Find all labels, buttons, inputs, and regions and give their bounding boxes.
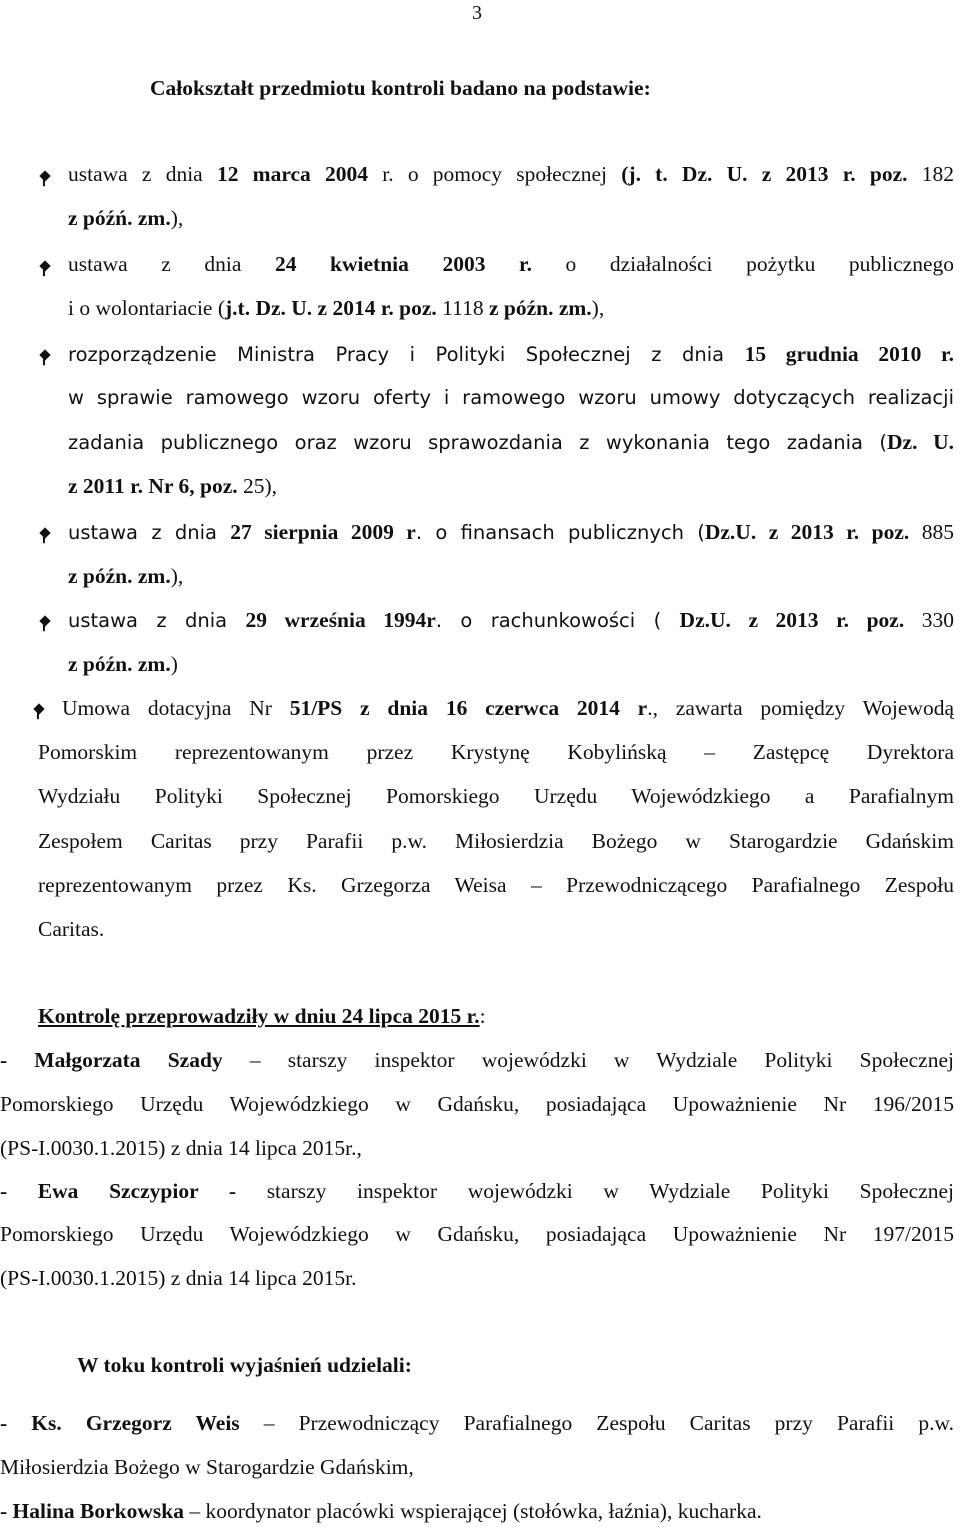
bullet-icon: [39, 527, 50, 538]
explanations-heading: W toku kontroli wyjaśnień udzielali:: [77, 1353, 412, 1377]
inspector-line: (PS-I.0030.1.2015) z dnia 14 lipca 2015r.,: [0, 1136, 362, 1160]
inspector-line: - Ewa Szczypior - starszy inspektor wojewódzki w Wydziale Polityki Społecznej: [0, 1179, 954, 1203]
paragraph-line: Caritas.: [38, 917, 105, 941]
explainer-line: Miłosierdzia Bożego w Starogardzie Gdańskim,: [0, 1455, 414, 1479]
inspector-line: (PS-I.0030.1.2015) z dnia 14 lipca 2015r.: [0, 1266, 357, 1290]
bullet-line: w sprawie ramowego wzoru oferty i ramowego wzoru umowy dotyczących realizacji: [68, 386, 954, 409]
bullet-icon: [33, 703, 44, 714]
bullet-line: ustawa z dnia 27 sierpnia 2009 r. o finansach publicznych (Dz.U. z 2013 r. poz. 885: [68, 520, 955, 544]
bullet-icon: [39, 349, 50, 360]
bullet-line: rozporządzenie Ministra Pracy i Polityki Społecznej z dnia 15 grudnia 2010 r.: [68, 342, 954, 366]
bullet-icon: [39, 260, 50, 271]
page-number: 3: [472, 2, 482, 24]
explainer-line: - Halina Borkowska – koordynator placówki wspierającej (stołówka, łaźnia), kucharka.: [0, 1499, 762, 1523]
bullet-line: z późń. zm.),: [68, 206, 184, 230]
bullet-line: ustawa z dnia 12 marca 2004 r. o pomocy społecznej (j. t. Dz. U. z 2013 r. poz. 182: [68, 162, 955, 186]
bullet-line: ustawa z dnia 29 września 1994r. o rachunkowości ( Dz.U. z 2013 r. poz. 330: [68, 608, 955, 632]
inspector-line: Pomorskiego Urzędu Wojewódzkiego w Gdańsku, posiadająca Upoważnienie Nr 196/2015: [0, 1092, 954, 1116]
paragraph-line: reprezentowanym przez Ks. Grzegorza Weisa – Przewodniczącego Parafialnego Zespołu: [38, 873, 954, 897]
bullet-line: zadania publicznego oraz wzoru sprawozdania z wykonania tego zadania (Dz. U.: [68, 430, 954, 454]
inspector-line: - Małgorzata Szady – starszy inspektor wojewódzki w Wydziale Polityki Społecznej: [0, 1048, 954, 1072]
paragraph-line: Zespołem Caritas przy Parafii p.w. Miłosierdzia Bożego w Starogardzie Gdańskim: [38, 829, 954, 853]
section-heading: Całokształt przedmiotu kontroli badano na podstawie:: [150, 76, 651, 100]
bullet-line: z późn. zm.),: [68, 564, 184, 588]
bullet-line: z 2011 r. Nr 6, poz. 25),: [68, 474, 278, 498]
paragraph-line: Wydziału Polityki Społecznej Pomorskiego Urzędu Wojewódzkiego a Parafialnym: [38, 784, 954, 808]
bullet-icon: [39, 170, 50, 181]
explainer-line: - Ks. Grzegorz Weis – Przewodniczący Parafialnego Zespołu Caritas przy Parafii p.w.: [0, 1411, 954, 1435]
bullet-line: ustawa z dnia 24 kwietnia 2003 r. o działalności pożytku publicznego: [68, 252, 954, 276]
bullet-icon: [39, 615, 50, 626]
inspection-heading: Kontrolę przeprowadziły w dniu 24 lipca 2015 r.:: [38, 1004, 486, 1028]
paragraph-line: Pomorskim reprezentowanym przez Krystynę Kobylińską – Zastępcę Dyrektora: [38, 740, 954, 764]
bullet-line: i o wolontariacie (j.t. Dz. U. z 2014 r. poz. 1118 z późn. zm.),: [68, 296, 605, 320]
inspector-line: Pomorskiego Urzędu Wojewódzkiego w Gdańsku, posiadająca Upoważnienie Nr 197/2015: [0, 1222, 954, 1246]
bullet-line: z późn. zm.): [68, 652, 178, 676]
bullet-line: Umowa dotacyjna Nr 51/PS z dnia 16 czerwca 2014 r., zawarta pomiędzy Wojewodą: [62, 696, 954, 720]
